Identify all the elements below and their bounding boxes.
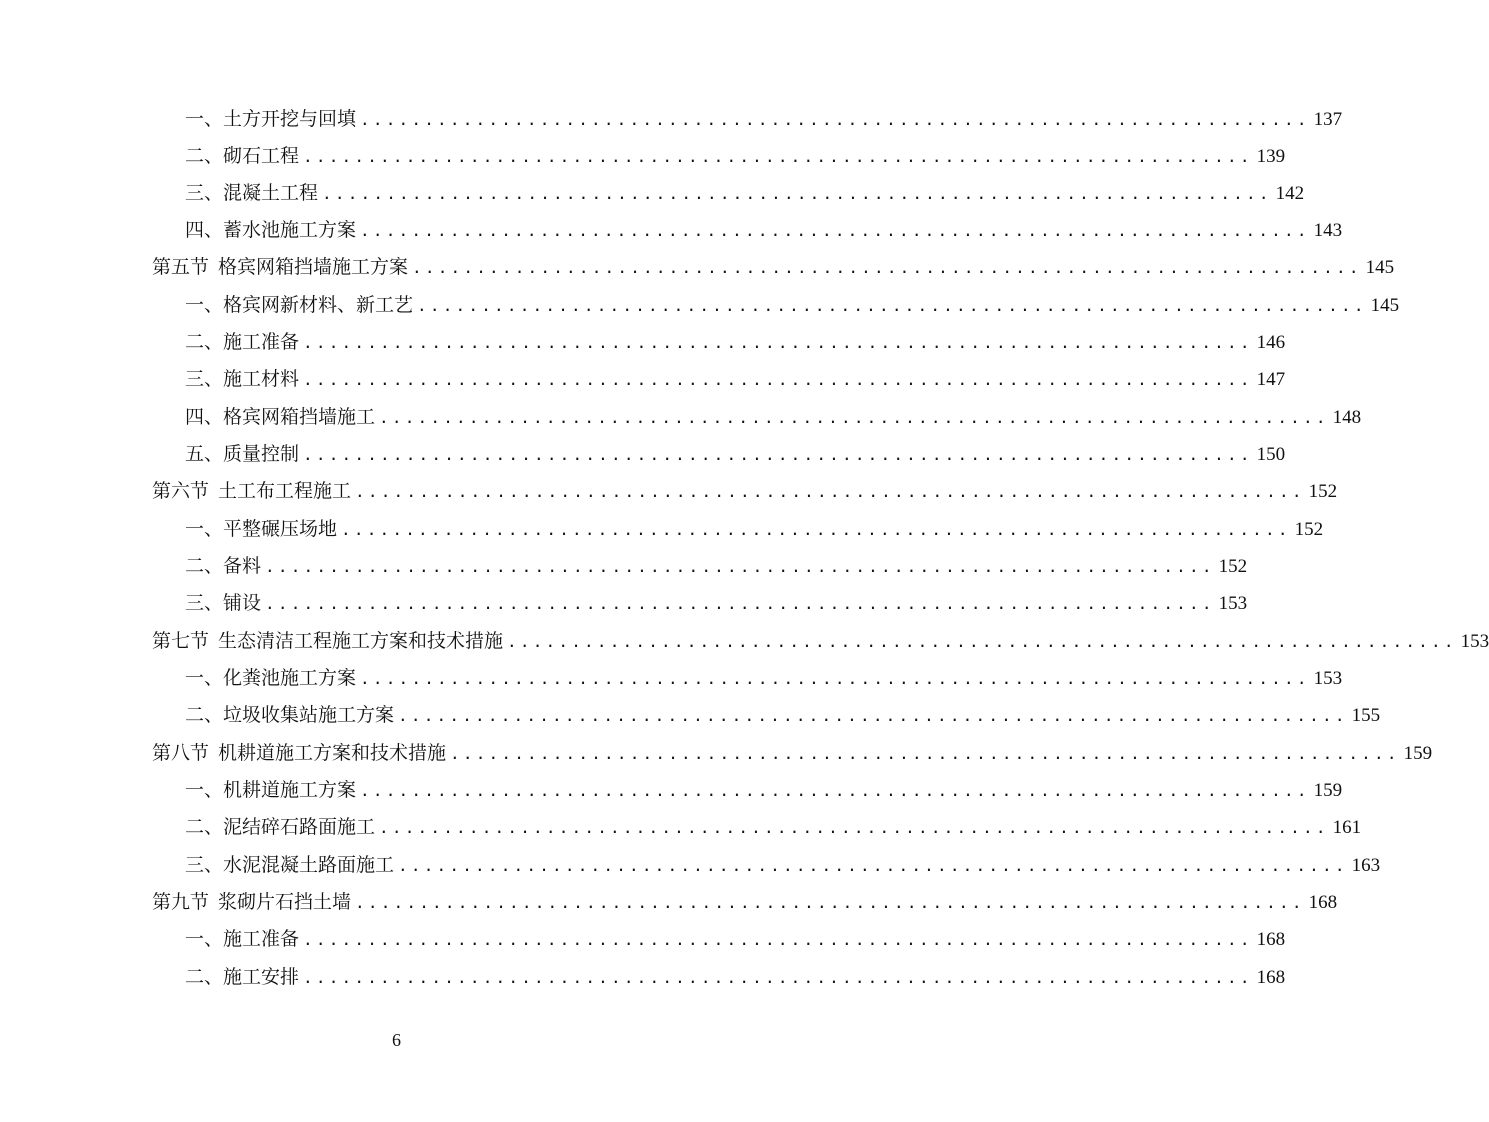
- toc-entry-page: 145: [1370, 295, 1400, 316]
- toc-entry-title: 土工布工程施工: [218, 480, 352, 502]
- toc-entry[interactable]: [185, 141, 1286, 171]
- toc-section-number: 第八节: [152, 742, 210, 764]
- toc-entry-page: 148: [1332, 407, 1362, 428]
- toc-leader-dots: ..........................................................................: [412, 258, 1362, 277]
- toc-entry-page: 142: [1275, 183, 1305, 204]
- toc-leader-dots: ..........................................................................: [379, 408, 1329, 427]
- toc-section-entry[interactable]: [152, 887, 1338, 917]
- toc-section-entry[interactable]: [152, 738, 1433, 768]
- toc-entry-prefix: 二、: [185, 966, 224, 988]
- toc-entry-prefix: 二、: [185, 704, 224, 726]
- toc-section-number: 第九节: [152, 891, 210, 913]
- toc-entry[interactable]: [185, 439, 1286, 469]
- toc-entry-title: 机耕道施工方案和技术措施: [218, 742, 447, 764]
- toc-entry-page: 168: [1308, 892, 1338, 913]
- toc-leader-dots: ..........................................................................: [303, 445, 1253, 464]
- toc-entry-label: [185, 812, 375, 842]
- toc-entry-title: 备料: [223, 555, 262, 577]
- toc-entry-label: [185, 700, 394, 730]
- toc-entry-label: [185, 775, 356, 805]
- toc-entry-prefix: 五、: [185, 443, 224, 465]
- toc-entry-label: [152, 476, 351, 506]
- toc-section-number: 第六节: [152, 480, 210, 502]
- toc-entry-prefix: 三、: [185, 854, 224, 876]
- toc-entry[interactable]: [185, 812, 1362, 842]
- toc-entry-label: [185, 514, 337, 544]
- toc-entry-page: 146: [1256, 332, 1286, 353]
- toc-entry-title: 施工安排: [223, 966, 300, 988]
- toc-entry-page: 139: [1256, 146, 1286, 167]
- toc-entry[interactable]: [185, 104, 1343, 134]
- toc-entry-title: 蓄水池施工方案: [223, 219, 357, 241]
- toc-entry-label: [152, 252, 408, 282]
- toc-entry-title: 泥结碎石路面施工: [223, 816, 376, 838]
- toc-entry-title: 平整碾压场地: [223, 518, 338, 540]
- toc-entry-label: [185, 924, 299, 954]
- toc-entry-page: 147: [1256, 369, 1286, 390]
- toc-entry-label: [185, 962, 299, 992]
- toc-entry-page: 153: [1313, 668, 1343, 689]
- toc-entry-page: 152: [1218, 556, 1248, 577]
- toc-entry-title: 施工材料: [223, 368, 300, 390]
- toc-entry-page: 143: [1313, 220, 1343, 241]
- toc-entry-title: 化粪池施工方案: [223, 667, 357, 689]
- toc-entry-title: 格宾网箱挡墙施工: [223, 406, 376, 428]
- toc-entry-label: [185, 402, 375, 432]
- toc-entry-page: 168: [1256, 967, 1286, 988]
- toc-entry-title: 浆砌片石挡土墙: [218, 891, 352, 913]
- toc-entry[interactable]: [185, 290, 1400, 320]
- toc-entry-label: [185, 588, 261, 618]
- toc-entry-label: [185, 439, 299, 469]
- toc-entry-page: 159: [1313, 780, 1343, 801]
- toc-entry[interactable]: [185, 178, 1305, 208]
- toc-entry-title: 格宾网新材料、新工艺: [223, 294, 414, 316]
- toc-entry[interactable]: [185, 588, 1248, 618]
- toc-entry-prefix: 一、: [185, 667, 224, 689]
- toc-entry[interactable]: [185, 775, 1343, 805]
- toc-entry-label: [152, 738, 446, 768]
- toc-entry-prefix: 四、: [185, 406, 224, 428]
- toc-leader-dots: ..........................................................................: [355, 482, 1305, 501]
- toc-section-entry[interactable]: [152, 626, 1489, 656]
- toc-entry-label: [185, 663, 356, 693]
- toc-entry-label: [185, 327, 299, 357]
- toc-entry[interactable]: [185, 215, 1343, 245]
- toc-entry-prefix: 一、: [185, 518, 224, 540]
- toc-entry-title: 混凝土工程: [223, 182, 319, 204]
- toc-entry-page: 152: [1294, 519, 1324, 540]
- toc-leader-dots: ..........................................................................: [303, 968, 1253, 987]
- toc-leader-dots: ..........................................................................: [417, 296, 1367, 315]
- toc-entry[interactable]: [185, 327, 1286, 357]
- toc-leader-dots: ..........................................................................: [398, 706, 1348, 725]
- toc-section-number: 第五节: [152, 256, 210, 278]
- toc-entry-label: [185, 104, 356, 134]
- toc-entry-page: 159: [1403, 743, 1433, 764]
- toc-entry-label: [152, 887, 351, 917]
- toc-leader-dots: ..........................................................................: [360, 221, 1310, 240]
- toc-leader-dots: ..........................................................................: [360, 110, 1310, 129]
- toc-entry[interactable]: [185, 514, 1324, 544]
- toc-section-entry[interactable]: [152, 252, 1395, 282]
- toc-entry-label: [185, 141, 299, 171]
- toc-entry-prefix: 二、: [185, 816, 224, 838]
- toc-entry[interactable]: [185, 962, 1286, 992]
- page-number: 6: [392, 1030, 401, 1050]
- toc-leader-dots: ..........................................................................: [265, 557, 1215, 576]
- toc-entry-prefix: 二、: [185, 331, 224, 353]
- toc-section-number: 第七节: [152, 630, 210, 652]
- toc-leader-dots: ..........................................................................: [303, 147, 1253, 166]
- toc-entry-title: 土方开挖与回填: [223, 108, 357, 130]
- toc-leader-dots: ..........................................................................: [303, 333, 1253, 352]
- toc-leader-dots: ..........................................................................: [450, 744, 1400, 763]
- toc-entry-title: 水泥混凝土路面施工: [223, 854, 395, 876]
- toc-entry-prefix: 一、: [185, 928, 224, 950]
- toc-entry-label: [185, 290, 413, 320]
- toc-leader-dots: ..........................................................................: [379, 818, 1329, 837]
- toc-entry-title: 垃圾收集站施工方案: [223, 704, 395, 726]
- toc-entry-page: 145: [1365, 257, 1395, 278]
- toc-entry-page: 155: [1351, 705, 1381, 726]
- toc-leader-dots: ..........................................................................: [265, 594, 1215, 613]
- toc-entry[interactable]: [185, 364, 1286, 394]
- toc-entry-page: 152: [1308, 481, 1338, 502]
- toc-entry-page: 150: [1256, 444, 1286, 465]
- toc-entry-page: 153: [1460, 631, 1489, 652]
- toc-entry-prefix: 一、: [185, 294, 224, 316]
- toc-entry-prefix: 四、: [185, 219, 224, 241]
- toc-leader-dots: ..........................................................................: [355, 893, 1305, 912]
- toc-entry[interactable]: [185, 402, 1362, 432]
- toc-leader-dots: ..........................................................................: [322, 184, 1272, 203]
- toc-leader-dots: ..........................................................................: [303, 930, 1253, 949]
- toc-leader-dots: ..........................................................................: [360, 781, 1310, 800]
- toc-leader-dots: ..........................................................................: [360, 669, 1310, 688]
- toc-entry-title: 生态清洁工程施工方案和技术措施: [218, 630, 504, 652]
- toc-entry[interactable]: [185, 700, 1381, 730]
- toc-leader-dots: ..........................................................................: [398, 856, 1348, 875]
- toc-entry-prefix: 一、: [185, 108, 224, 130]
- toc-entry[interactable]: [185, 924, 1286, 954]
- toc-entry-label: [152, 626, 503, 656]
- toc-entry-prefix: 三、: [185, 592, 224, 614]
- toc-entry-title: 机耕道施工方案: [223, 779, 357, 801]
- toc-entry-title: 施工准备: [223, 331, 300, 353]
- toc-entry[interactable]: [185, 663, 1343, 693]
- toc-entry-title: 砌石工程: [223, 145, 300, 167]
- toc-entry-prefix: 三、: [185, 368, 224, 390]
- toc-entry-page: 153: [1218, 593, 1248, 614]
- toc-entry-label: [185, 850, 394, 880]
- toc-leader-dots: ..........................................................................: [507, 632, 1457, 651]
- toc-entry-title: 铺设: [223, 592, 262, 614]
- toc-entry-prefix: 二、: [185, 145, 224, 167]
- toc-entry-prefix: 二、: [185, 555, 224, 577]
- toc-entry-page: 137: [1313, 109, 1343, 130]
- toc-entry-prefix: 三、: [185, 182, 224, 204]
- toc-entry-page: 168: [1256, 929, 1286, 950]
- toc-entry-label: [185, 551, 261, 581]
- toc-entry-label: [185, 215, 356, 245]
- toc-leader-dots: ..........................................................................: [341, 520, 1291, 539]
- toc-entry[interactable]: [185, 551, 1248, 581]
- toc-entry-page: 163: [1351, 855, 1381, 876]
- toc-section-entry[interactable]: [152, 476, 1338, 506]
- toc-entry-label: [185, 178, 318, 208]
- toc-entry-page: 161: [1332, 817, 1362, 838]
- toc-entry-title: 施工准备: [223, 928, 300, 950]
- toc-entry-title: 质量控制: [223, 443, 300, 465]
- toc-entry-label: [185, 364, 299, 394]
- toc-entry[interactable]: [185, 850, 1381, 880]
- toc-entry-title: 格宾网箱挡墙施工方案: [218, 256, 409, 278]
- toc-leader-dots: ..........................................................................: [303, 370, 1253, 389]
- toc-entry-prefix: 一、: [185, 779, 224, 801]
